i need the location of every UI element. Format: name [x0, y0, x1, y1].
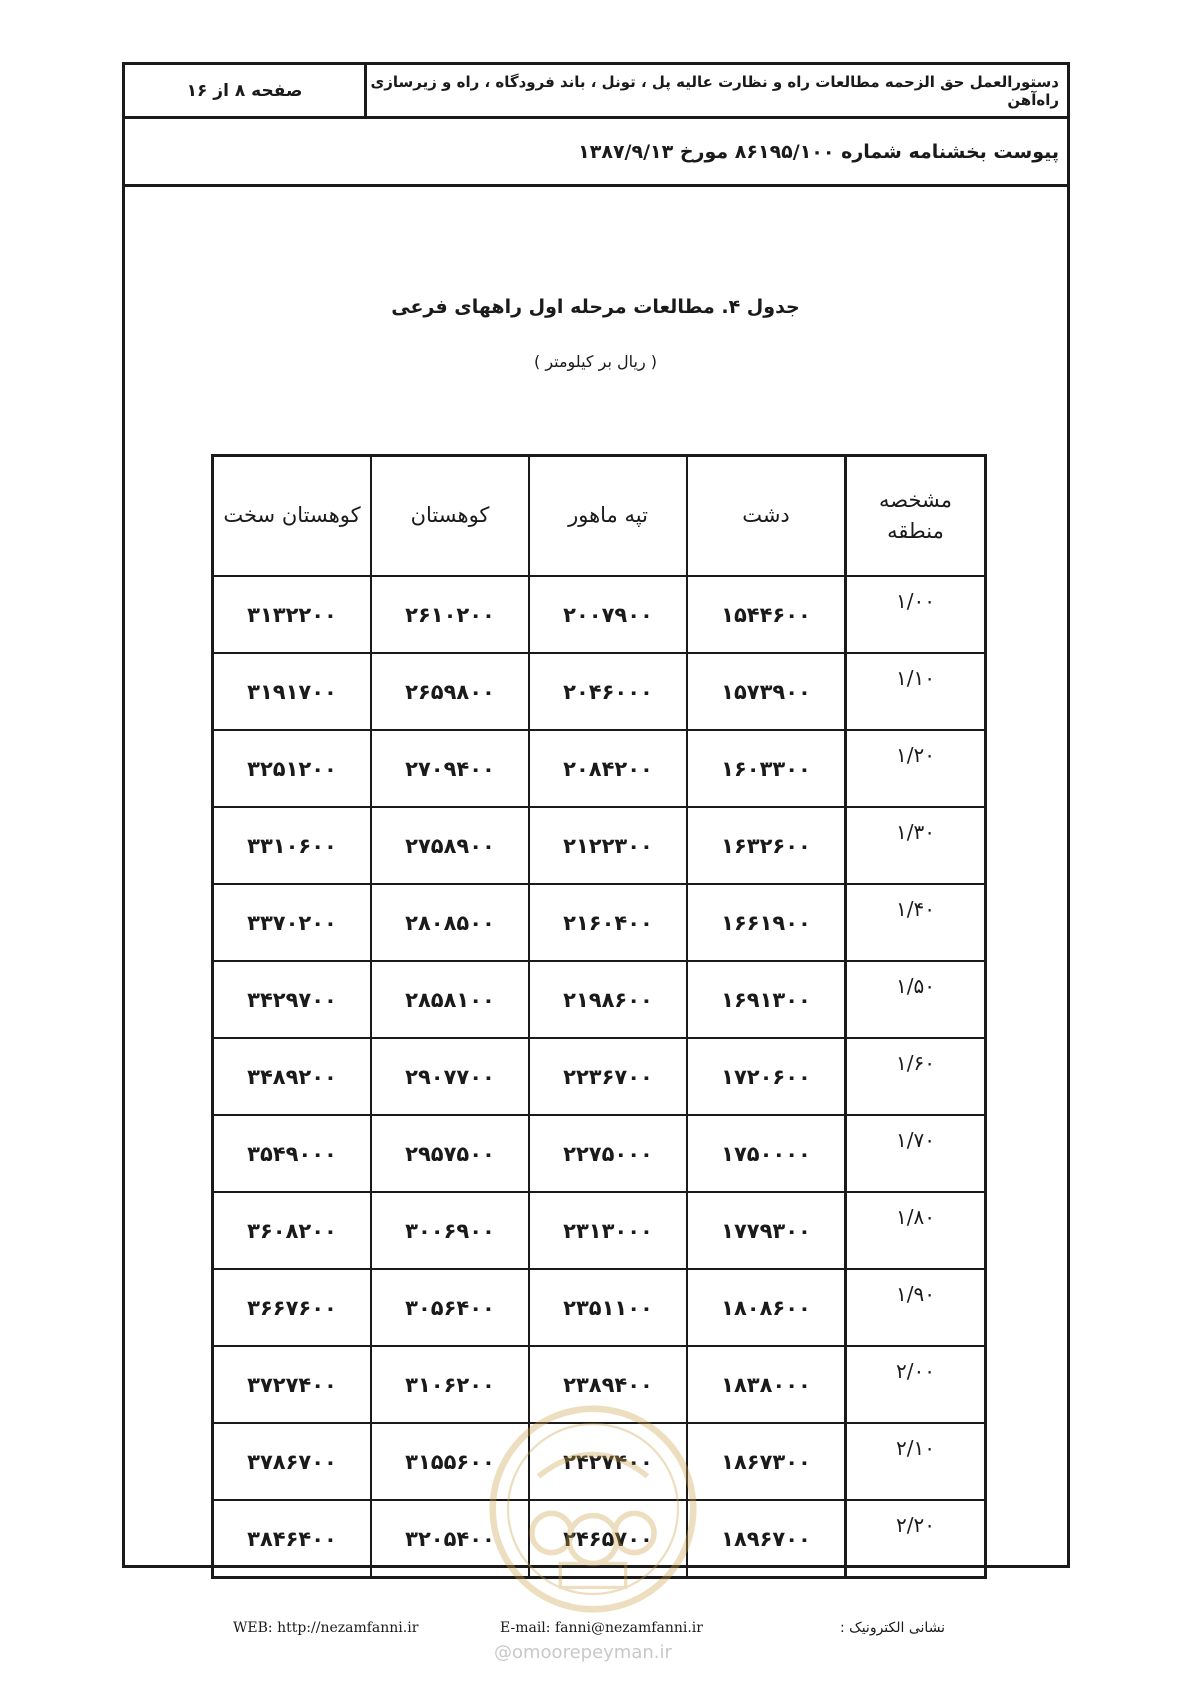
mountain-cell: ۳۰۵۶۴۰۰ [371, 1269, 529, 1346]
region-cell: ۱/۱۰ [845, 653, 985, 730]
site-watermark: @omoorepeyman.ir [494, 1642, 672, 1663]
region-cell: ۱/۲۰ [845, 730, 985, 807]
table-row [213, 807, 986, 884]
header-region: مشخصه منطقه [845, 456, 985, 577]
region-cell: ۱/۴۰ [845, 884, 985, 961]
hilly-cell: ۲۳۱۳۰۰۰ [529, 1192, 687, 1269]
hilly-cell: ۲۴۲۷۴۰۰ [529, 1423, 687, 1500]
hard-mountain-cell: ۳۸۴۶۴۰۰ [213, 1500, 372, 1578]
table-unit: ( ریال بر کیلومتر ) [533, 352, 658, 371]
hilly-cell: ۲۰۴۶۰۰۰ [529, 653, 687, 730]
table-row [213, 1115, 986, 1192]
mountain-cell: ۲۷۰۹۴۰۰ [371, 730, 529, 807]
plain-cell: ۱۷۷۹۳۰۰ [687, 1192, 845, 1269]
hard-mountain-cell: ۳۶۰۸۲۰۰ [213, 1192, 372, 1269]
region-cell: ۲/۱۰ [845, 1423, 985, 1500]
hard-mountain-cell: ۳۳۷۰۲۰۰ [213, 884, 372, 961]
footer-email-label: نشانی الکترونیک : [840, 1620, 946, 1636]
table-row [213, 1192, 986, 1269]
hilly-cell: ۲۰۸۴۲۰۰ [529, 730, 687, 807]
region-cell: ۱/۳۰ [845, 807, 985, 884]
plain-cell: ۱۶۶۱۹۰۰ [687, 884, 845, 961]
plain-cell: ۱۸۰۸۶۰۰ [687, 1269, 845, 1346]
table-title: جدول ۴. مطالعات مرحله اول راههای فرعی [391, 296, 800, 318]
table-row [213, 576, 986, 653]
plain-cell: ۱۶۳۲۶۰۰ [687, 807, 845, 884]
mountain-cell: ۲۹۰۷۷۰۰ [371, 1038, 529, 1115]
table-row [213, 1038, 986, 1115]
mountain-cell: ۳۰۰۶۹۰۰ [371, 1192, 529, 1269]
hard-mountain-cell: ۳۲۵۱۲۰۰ [213, 730, 372, 807]
hard-mountain-cell: ۳۷۲۷۴۰۰ [213, 1346, 372, 1423]
footer-web: WEB: http://nezamfanni.ir [233, 1620, 419, 1636]
hilly-cell: ۲۱۶۰۴۰۰ [529, 884, 687, 961]
hard-mountain-cell: ۳۵۴۹۰۰۰ [213, 1115, 372, 1192]
mountain-cell: ۲۷۵۸۹۰۰ [371, 807, 529, 884]
hilly-cell: ۲۳۸۹۴۰۰ [529, 1346, 687, 1423]
table-row [213, 961, 986, 1038]
mountain-cell: ۲۶۱۰۲۰۰ [371, 576, 529, 653]
hilly-cell: ۲۳۵۱۱۰۰ [529, 1269, 687, 1346]
table-header-row [213, 456, 986, 577]
plain-cell: ۱۵۷۳۹۰۰ [687, 653, 845, 730]
region-cell: ۱/۸۰ [845, 1192, 985, 1269]
table-row [213, 884, 986, 961]
hilly-cell: ۲۱۹۸۶۰۰ [529, 961, 687, 1038]
header-mountain: کوهستان [371, 456, 529, 577]
hilly-cell: ۲۰۰۷۹۰۰ [529, 576, 687, 653]
seal-watermark [484, 1400, 702, 1618]
region-cell: ۱/۵۰ [845, 961, 985, 1038]
region-cell: ۱/۷۰ [845, 1115, 985, 1192]
hard-mountain-cell: ۳۱۳۲۲۰۰ [213, 576, 372, 653]
region-cell: ۲/۲۰ [845, 1500, 985, 1578]
plain-cell: ۱۸۹۶۷۰۰ [687, 1500, 845, 1578]
region-cell: ۱/۰۰ [845, 576, 985, 653]
mountain-cell: ۲۸۵۸۱۰۰ [371, 961, 529, 1038]
hard-mountain-cell: ۳۴۲۹۷۰۰ [213, 961, 372, 1038]
plain-cell: ۱۷۲۰۶۰۰ [687, 1038, 845, 1115]
circular-reference: پیوست بخشنامه شماره ۸۶۱۹۵/۱۰۰ مورخ ۱۳۸۷/۹/۱۳ [125, 119, 1067, 187]
plain-cell: ۱۵۴۴۶۰۰ [687, 576, 845, 653]
plain-cell: ۱۸۳۸۰۰۰ [687, 1346, 845, 1423]
mountain-cell: ۲۸۰۸۵۰۰ [371, 884, 529, 961]
region-cell: ۱/۹۰ [845, 1269, 985, 1346]
hard-mountain-cell: ۳۴۸۹۲۰۰ [213, 1038, 372, 1115]
plain-cell: ۱۸۶۷۳۰۰ [687, 1423, 845, 1500]
header-hard-mountain: کوهستان سخت [213, 456, 372, 577]
plain-cell: ۱۷۵۰۰۰۰ [687, 1115, 845, 1192]
mountain-cell: ۲۶۵۹۸۰۰ [371, 653, 529, 730]
table-row [213, 1269, 986, 1346]
region-cell: ۱/۶۰ [845, 1038, 985, 1115]
table-row [213, 653, 986, 730]
table-row [213, 730, 986, 807]
mountain-cell: ۲۹۵۷۵۰۰ [371, 1115, 529, 1192]
mountain-cell: ۳۲۰۵۴۰۰ [371, 1500, 529, 1578]
region-cell: ۲/۰۰ [845, 1346, 985, 1423]
hilly-cell: ۲۲۳۶۷۰۰ [529, 1038, 687, 1115]
hard-mountain-cell: ۳۳۱۰۶۰۰ [213, 807, 372, 884]
hard-mountain-cell: ۳۱۹۱۷۰۰ [213, 653, 372, 730]
hilly-cell: ۲۴۶۵۷۰۰ [529, 1500, 687, 1578]
mountain-cell: ۳۱۰۶۲۰۰ [371, 1346, 529, 1423]
header-hilly: تپه ماهور [529, 456, 687, 577]
plain-cell: ۱۶۹۱۳۰۰ [687, 961, 845, 1038]
footer-email: E-mail: fanni@nezamfanni.ir [500, 1620, 703, 1636]
hard-mountain-cell: ۳۶۶۷۶۰۰ [213, 1269, 372, 1346]
header-row [125, 65, 1067, 119]
header-plain: دشت [687, 456, 845, 577]
hilly-cell: ۲۲۷۵۰۰۰ [529, 1115, 687, 1192]
plain-cell: ۱۶۰۳۳۰۰ [687, 730, 845, 807]
hard-mountain-cell: ۳۷۸۶۷۰۰ [213, 1423, 372, 1500]
mountain-cell: ۳۱۵۵۶۰۰ [371, 1423, 529, 1500]
hilly-cell: ۲۱۲۲۳۰۰ [529, 807, 687, 884]
page-number: صفحه ۸ از ۱۶ [125, 65, 367, 116]
document-title: دستورالعمل حق الزحمه مطالعات راه و نظارت عالیه پل ، تونل ، باند فرودگاه ، راه و زیرسازی راه‌آهن [370, 72, 1059, 109]
